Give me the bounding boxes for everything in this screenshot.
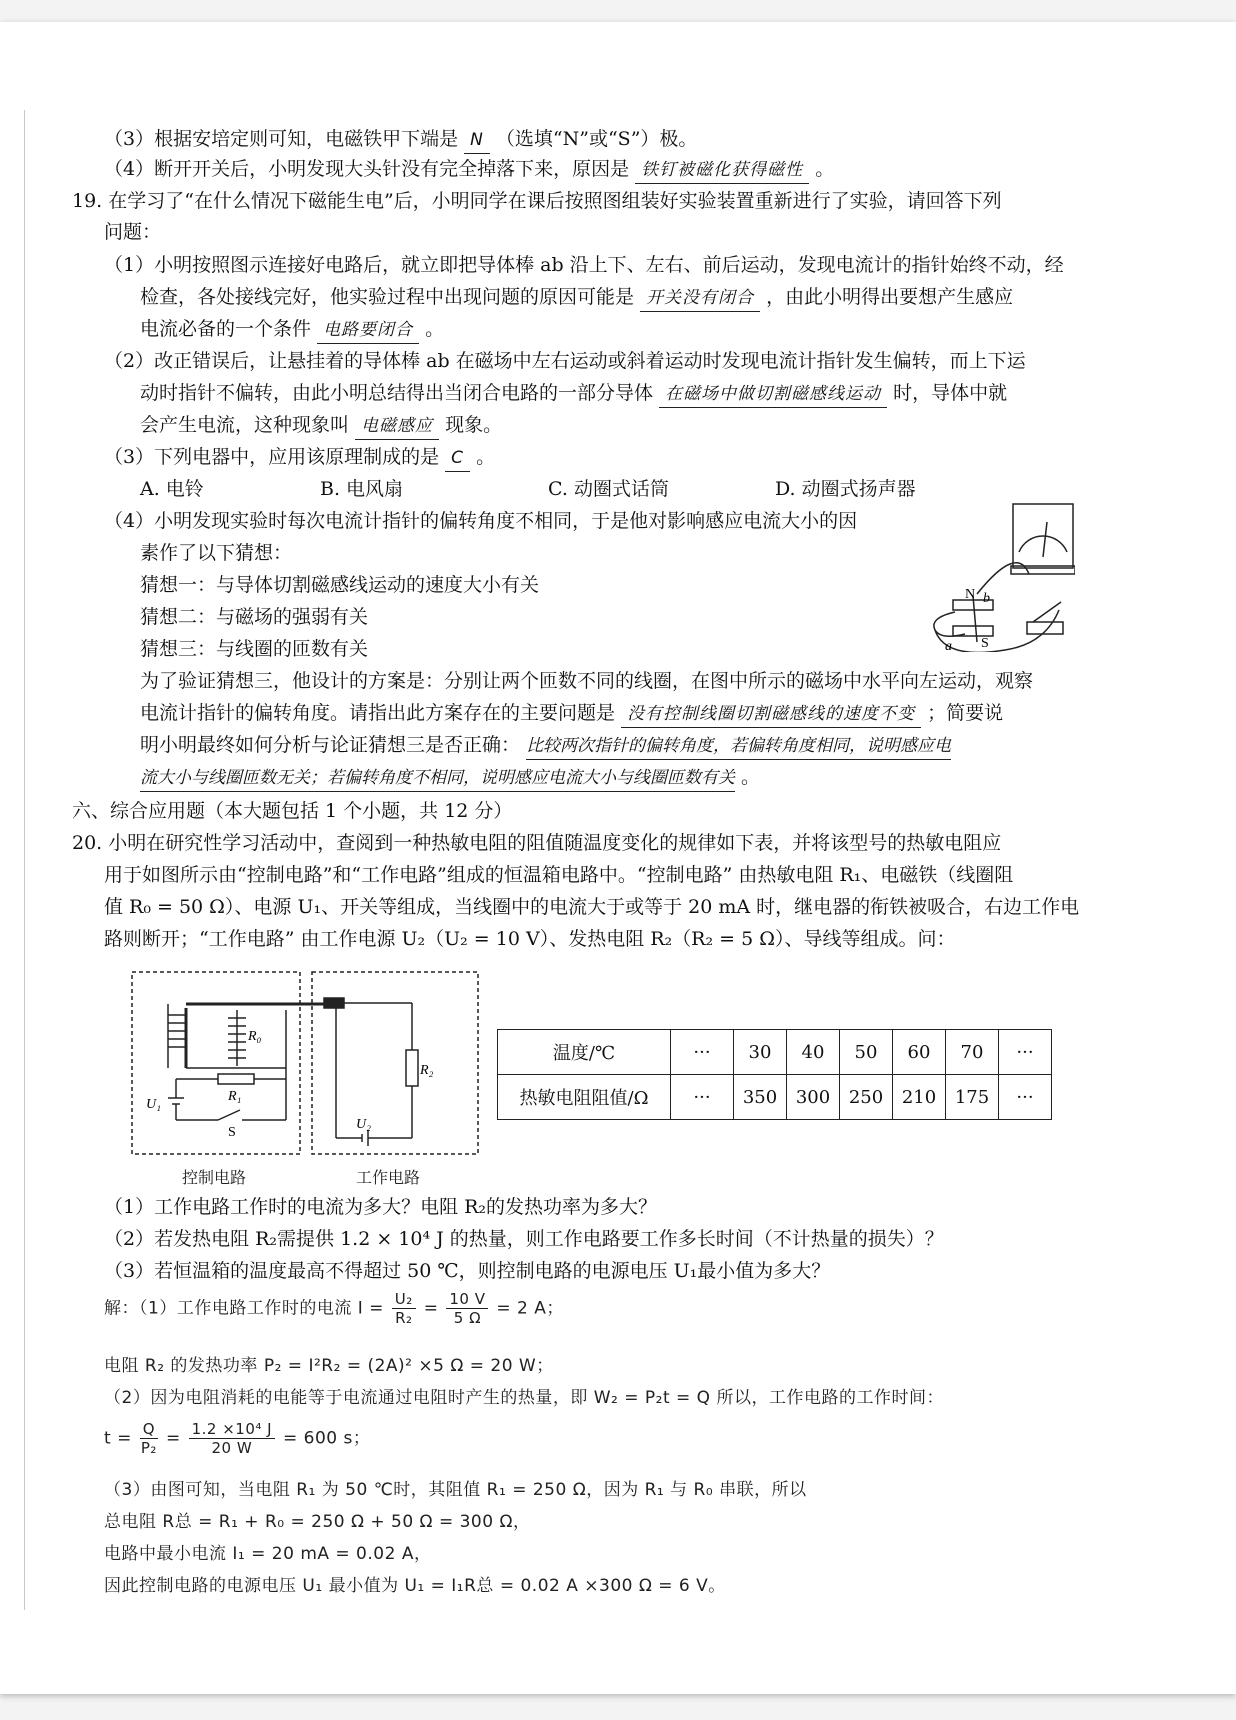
galvanometer-needle	[1043, 522, 1047, 557]
fraction-denominator: R₂	[395, 1309, 413, 1327]
u2-label: U₂	[356, 1117, 371, 1132]
fraction-heat-power	[189, 1420, 275, 1457]
r2-resistor	[406, 1050, 418, 1086]
q19-part1-text: 检查，各处接线完好，他实验过程中出现问题的原因可能是	[140, 286, 635, 308]
table-header-cell: 热敏电阻阻值/Ω	[498, 1075, 671, 1120]
section6-heading: 六、综合应用题（本大题包括 1 个小题，共 12 分）	[72, 800, 513, 822]
caption-working-circuit: 工作电路	[356, 1168, 421, 1187]
q18-part3-answer: N	[464, 127, 490, 154]
solution-line5: （3）由图可知，当电阻 R₁ 为 50 ℃时，其阻值 R₁ = 250 Ω，因为 R₁ 与 R₀ 串联，所以	[104, 1480, 807, 1500]
control-circuit-box	[132, 972, 300, 1154]
q20-line3: 值 R₀ = 50 Ω）、电源 U₁、开关等组成，当线圈中的电流大于或等于 20 mA 时，继电器的衔铁被吸合，右边工作电	[104, 896, 1080, 918]
table-header-cell: 温度/℃	[498, 1030, 671, 1075]
q18-part4-tail: 。	[815, 158, 835, 180]
solution-text: 解：（1）工作电路工作时的电流 I =	[104, 1298, 384, 1319]
caption-control-circuit: 控制电路	[182, 1168, 247, 1187]
q19-part4-line2: 素作了以下猜想：	[140, 542, 293, 564]
q19-part3	[104, 444, 495, 472]
q19-part4-line7	[140, 700, 1003, 728]
q19-guess2: 猜想二：与磁场的强弱有关	[140, 606, 369, 628]
q19-part2-text3: 会产生电流，这种现象叫	[140, 414, 350, 436]
q19-part2-text2: 时，导体中就	[893, 382, 1008, 404]
fraction-denominator: 20 W	[211, 1439, 253, 1457]
u1-label: U₁	[146, 1097, 161, 1112]
q19-part4-answer2b: 流大小与线圈匝数无关；若偏转角度不相同，说明感应电流大小与线圈匝数有关	[140, 765, 735, 792]
q19-part3-answer: C	[445, 445, 470, 472]
solution-line6: 总电阻 R总 = R₁ + R₀ = 250 Ω + 50 Ω = 300 Ω，	[104, 1512, 531, 1532]
solution-text: = 2 A；	[496, 1298, 564, 1319]
q20-sub3: （3）若恒温箱的温度最高不得超过 50 ℃，则控制电路的电源电压 U₁最小值为多大？	[104, 1260, 831, 1282]
table-row	[498, 1030, 1052, 1075]
table-cell: ···	[671, 1030, 734, 1075]
magnet-bottom	[953, 626, 993, 636]
q19-part2-text: 动时指针不偏转，由此小明总结得出当闭合电路的一部分导体	[140, 382, 654, 404]
relay-coil	[168, 1015, 186, 1047]
table-cell: 210	[893, 1075, 946, 1120]
solution-line7: 电路中最小电流 I₁ = 20 mA = 0.02 A，	[104, 1544, 432, 1564]
switch-label: S	[228, 1125, 236, 1140]
r1-label: R₁	[228, 1089, 242, 1104]
q19-option-d: D. 动圈式扬声器	[775, 478, 916, 500]
solution-line2: 电阻 R₂ 的发热功率 P₂ = I²R₂ = (2A)² ×5 Ω = 20 W；	[104, 1356, 554, 1376]
q20-line4: 路则断开；“工作电路” 由工作电源 U₂（U₂ = 10 V）、发热电阻 R₂（R₂ = 5 Ω）、导线等组成。问：	[104, 928, 956, 950]
q19-part1-line2	[140, 284, 1013, 312]
r2-label: R₂	[420, 1063, 434, 1078]
galvanometer-base	[1011, 566, 1075, 574]
q19-part2-answer1: 在磁场中做切割磁感线运动	[659, 381, 887, 408]
q19-part3-text: （3）下列电器中，应用该原理制成的是	[104, 446, 440, 468]
q19-stem-line1: 19. 在学习了“在什么情况下磁能生电”后，小明同学在课后按照图组装好实验装置重新进行了实验，请回答下列	[72, 190, 1002, 212]
end-a-label: a	[945, 639, 952, 652]
q18-part3	[104, 126, 697, 154]
table-cell: 70	[946, 1030, 999, 1075]
q20-line2: 用于如图所示由“控制电路”和“工作电路”组成的恒温箱电路中。“控制电路” 由热敏电阻 R₁、电磁铁（线圈阻	[104, 864, 1014, 886]
solution-line1	[104, 1290, 564, 1327]
table-row	[498, 1075, 1052, 1120]
q18-part4-answer: 铁钉被磁化获得磁性	[635, 157, 809, 184]
q18-part3-tail: （选填“N”或“S”）极。	[495, 128, 698, 150]
q19-option-a: A. 电铃	[140, 478, 204, 500]
conductor-ab	[973, 596, 977, 642]
r1-resistor	[218, 1074, 254, 1084]
q19-part4-text7b: ；简要说	[927, 702, 1004, 724]
q20-sub1: （1）工作电路工作时的电流为多大？电阻 R₂的发热功率为多大？	[104, 1196, 658, 1218]
q19-option-b: B. 电风扇	[320, 478, 404, 500]
q19-part4-line8	[140, 732, 951, 760]
fraction-u2-r2	[392, 1290, 416, 1327]
q19-part2-tail: 现象。	[445, 414, 503, 436]
q19-part1-answer1: 开关没有闭合	[640, 285, 760, 312]
solution-line3: （2）因为电阻消耗的电能等于电流通过电阻时产生的热量，即 W₂ = P₂t = Q 所以，工作电路的工作时间：	[104, 1388, 944, 1408]
q19-part4-answer1: 没有控制线圈切割磁感线的速度不变	[621, 701, 921, 728]
fraction-denominator: 5 Ω	[453, 1309, 482, 1327]
fraction-q-p2	[140, 1420, 158, 1457]
table-cell: ···	[999, 1030, 1052, 1075]
end-b-label: b	[983, 591, 990, 606]
fraction-denominator: P₂	[140, 1439, 157, 1457]
switch-lever	[1033, 602, 1061, 622]
q19-part4-line9	[140, 764, 760, 792]
induction-apparatus-figure	[915, 502, 1075, 652]
fraction-numerator: 10 V	[446, 1290, 488, 1309]
q19-part2-line3	[140, 412, 502, 440]
q19-guess3: 猜想三：与线圈的匝数有关	[140, 638, 369, 660]
q19-part4-line1: （4）小明发现实验时每次电流计指针的偏转角度不相同，于是他对影响感应电流大小的因	[104, 510, 858, 532]
q19-part1-tail: 。	[425, 318, 445, 340]
q19-part4-end: 。	[741, 766, 761, 788]
equals-sign: =	[165, 1428, 181, 1449]
table-cell: 175	[946, 1075, 999, 1120]
q18-part4	[104, 156, 834, 184]
table-cell: 60	[893, 1030, 946, 1075]
q19-option-c: C. 动圈式话筒	[548, 478, 669, 500]
fraction-10v-5ohm	[446, 1290, 488, 1327]
table-cell: 250	[840, 1075, 893, 1120]
q19-part3-tail: 。	[476, 446, 496, 468]
q20-line1: 20. 小明在研究性学习活动中，查阅到一种热敏电阻的阻值随温度变化的规律如下表，并将该型号的热敏电阻应	[72, 832, 1002, 854]
q19-part2-line1: （2）改正错误后，让悬挂着的导体棒 ab 在磁场中左右运动或斜着运动时发现电流计指针发生偏转，而上下运	[104, 350, 1026, 372]
exam-page	[0, 22, 1236, 1694]
q19-part1-answer2: 电路要闭合	[317, 317, 419, 344]
table-cell: 30	[734, 1030, 787, 1075]
switch-s	[218, 1110, 240, 1120]
q19-part4-text7: 电流计指针的偏转角度。请指出此方案存在的主要问题是	[140, 702, 616, 724]
solution-text: t =	[104, 1428, 132, 1449]
galvanometer-dial	[1019, 536, 1067, 552]
thermistor-table	[497, 1029, 1052, 1120]
margin-line	[24, 110, 25, 1610]
q19-part1-line3	[140, 316, 444, 344]
q18-part3-text: （3）根据安培定则可知，电磁铁甲下端是	[104, 128, 459, 150]
table-cell: ···	[999, 1075, 1052, 1120]
q19-part2-line2	[140, 380, 1007, 408]
fraction-numerator: Q	[140, 1420, 158, 1439]
solution-text: = 600 s；	[283, 1428, 371, 1449]
q19-part4-answer2a: 比较两次指针的偏转角度，若偏转角度相同，说明感应电	[526, 733, 951, 760]
solution-line4	[104, 1420, 370, 1457]
q19-part2-answer2: 电磁感应	[355, 413, 439, 440]
north-pole-label: N	[965, 587, 976, 602]
equals-sign: =	[423, 1298, 439, 1319]
q19-guess1: 猜想一：与导体切割磁感线运动的速度大小有关	[140, 574, 540, 596]
q18-part4-text: （4）断开开关后，小明发现大头针没有完全掉落下来，原因是	[104, 158, 630, 180]
table-cell: 40	[787, 1030, 840, 1075]
magnet-left	[934, 612, 965, 636]
table-cell: 300	[787, 1075, 840, 1120]
q19-part1-text3: 电流必备的一个条件	[140, 318, 312, 340]
fraction-numerator: U₂	[392, 1290, 416, 1309]
table-cell: 50	[840, 1030, 893, 1075]
fraction-numerator: 1.2 ×10⁴ J	[189, 1420, 275, 1439]
r0-label: R₀	[248, 1029, 262, 1044]
contact-block	[324, 998, 344, 1008]
table-cell: ···	[671, 1075, 734, 1120]
thermostat-circuit-diagram	[128, 970, 484, 1164]
q19-stem-line2: 问题：	[104, 221, 162, 243]
q20-sub2: （2）若发热电阻 R₂需提供 1.2 × 10⁴ J 的热量，则工作电路要工作多长时间（不计热量的损失）？	[104, 1228, 944, 1250]
south-pole-label: S	[981, 636, 989, 651]
q19-part4-line6: 为了验证猜想三，他设计的方案是：分别让两个匝数不同的线圈，在图中所示的磁场中水平向左运动，观察	[140, 670, 1034, 692]
table-cell: 350	[734, 1075, 787, 1120]
q19-part4-text8: 明小明最终如何分析与论证猜想三是否正确：	[140, 734, 521, 756]
q19-part1-line1: （1）小明按照图示连接好电路后，就立即把导体棒 ab 沿上下、左右、前后运动，发现电流计的指针始终不动，经	[104, 254, 1064, 276]
solution-line8: 因此控制电路的电源电压 U₁ 最小值为 U₁ = I₁R总 = 0.02 A ×300 Ω = 6 V。	[104, 1576, 726, 1596]
q19-part1-text2: ，由此小明得出要想产生感应	[766, 286, 1014, 308]
